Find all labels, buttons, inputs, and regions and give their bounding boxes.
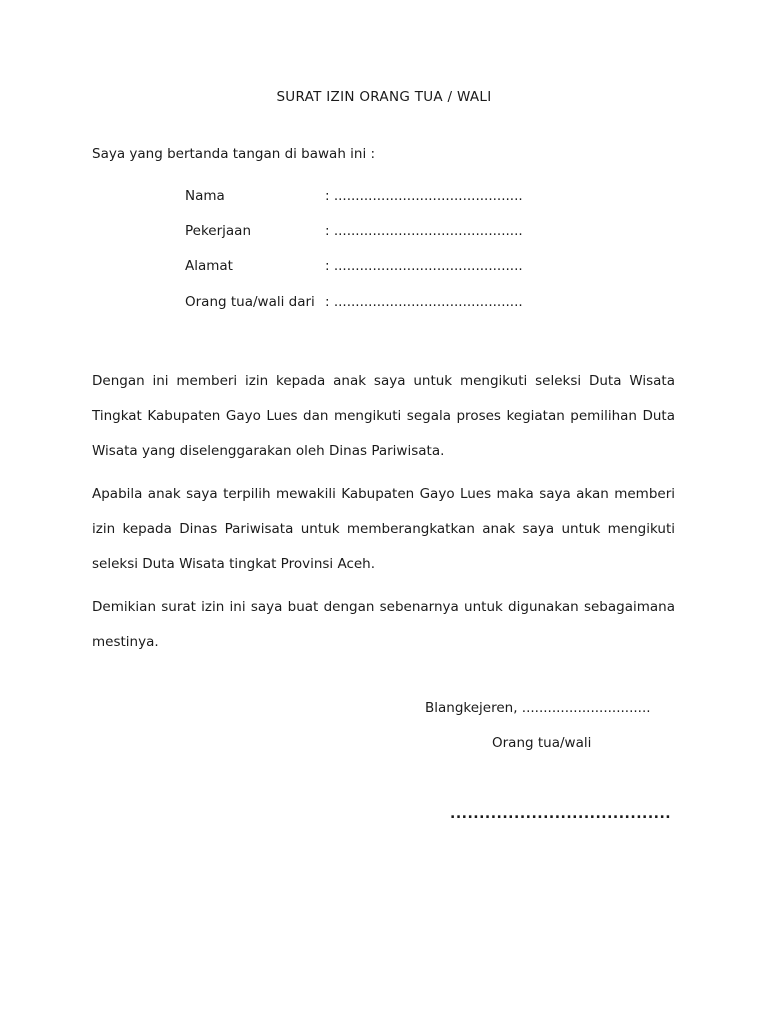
field-value: : ............................................ [325,223,523,239]
field-row-pekerjaan [185,223,523,239]
field-label: Alamat [185,258,233,274]
signature-place-date: Blangkejeren, .............................. [425,700,651,716]
intro-text: Saya yang bertanda tangan di bawah ini : [92,146,376,162]
field-row-orang-tua-wali-dari [185,294,523,310]
field-label: Pekerjaan [185,223,252,239]
signature-role: Orang tua/wali [492,735,592,751]
field-row-nama [185,188,523,204]
paragraph-permission: Dengan ini memberi izin kepada anak saya untuk mengikuti seleksi Duta Wisata Tingkat Kabupaten Gayo Lues dan mengikuti segala proses kegiatan pemilihan Duta Wisata yang diselenggarakan oleh Dinas Pariwisata. [92,373,675,459]
field-label: Orang tua/wali dari [185,294,315,310]
document-title: SURAT IZIN ORANG TUA / WALI [276,89,492,105]
field-row-alamat [185,258,523,274]
field-label: Nama [185,188,225,204]
field-value: : ............................................ [325,188,523,204]
signature-name-line: ...................................... [450,806,672,822]
paragraph-province: Apabila anak saya terpilih mewakili Kabupaten Gayo Lues maka saya akan memberi izin kepada Dinas Pariwisata untuk memberangkatkan anak saya untuk mengikuti seleksi Duta Wisata tingkat Provinsi Aceh. [92,486,675,572]
paragraph-closing: Demikian surat izin ini saya buat dengan sebenarnya untuk digunakan sebagaimana mestinya. [92,599,675,650]
field-value: : ............................................ [325,258,523,274]
field-value: : ............................................ [325,294,523,310]
